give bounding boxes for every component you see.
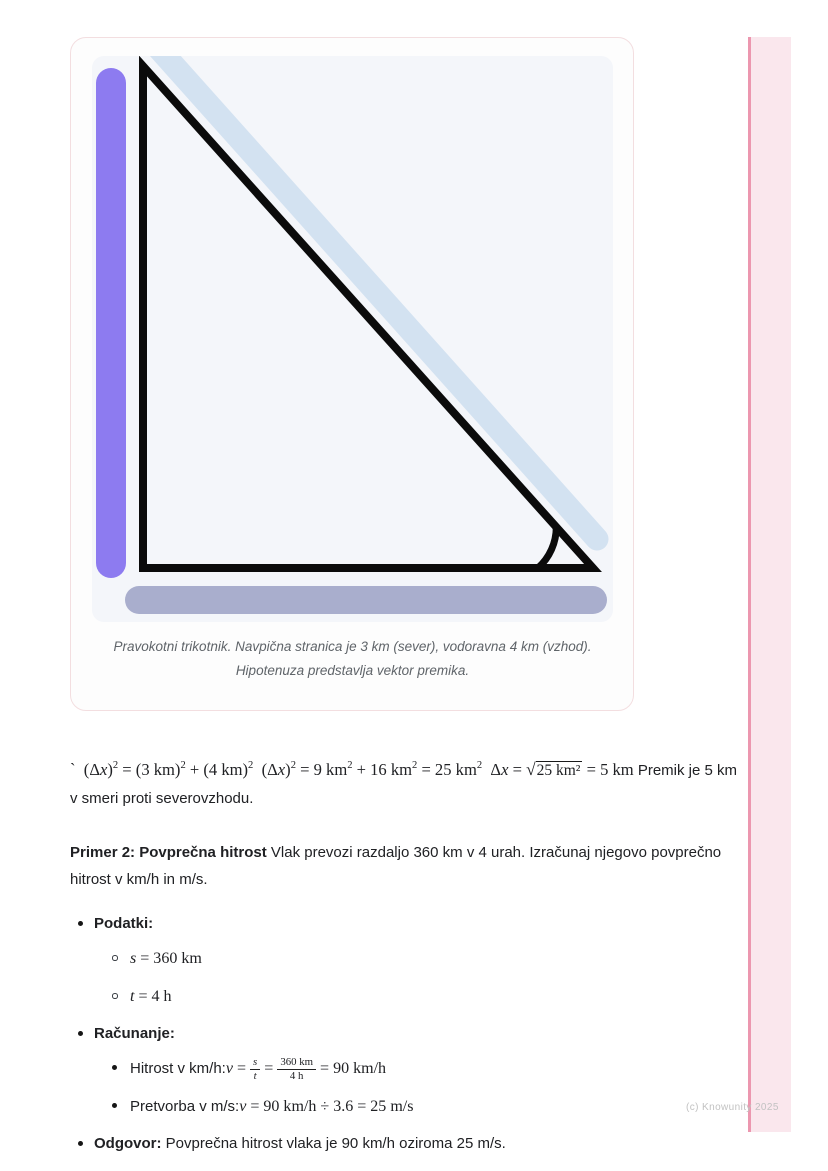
example-2-title: Primer 2: Povprečna hitrost: [70, 844, 267, 862]
odgovor-text: Povprečna hitrost vlaka je 90 km/h oziroma 25 m/s.: [161, 1135, 506, 1153]
racunanje-sublist: [94, 1047, 748, 1120]
copyright-watermark: (c) Knowunity 2025: [686, 1102, 779, 1113]
triangle-figure: [92, 56, 613, 622]
bullet-disc-icon: [78, 921, 83, 926]
solution-list: [70, 911, 748, 1157]
list-item-hitrost: [110, 1056, 748, 1082]
bullet-disc-icon: [78, 1141, 83, 1146]
racunanje-label: Računanje:: [94, 1025, 175, 1043]
figure-caption: Pravokotni trikotnik. Navpična stranica je 3 km (sever), vodoravna 4 km (vzhod). Hipotenuza predstavlja vektor premika.: [113, 639, 592, 678]
bullet-circle-icon: [112, 993, 118, 999]
podatki-sublist: [94, 937, 748, 1010]
podatki-label: Podatki:: [94, 915, 154, 933]
example-2-paragraph: [70, 839, 748, 893]
t-value: t = 4 h: [130, 988, 172, 1006]
odgovor-label: Odgovor:: [94, 1135, 162, 1153]
note-content: [70, 37, 748, 1168]
list-item-pretvorba: [110, 1094, 748, 1120]
list-item-s-value: [110, 946, 748, 972]
list-item-odgovor: [70, 1131, 748, 1157]
hitrost-equation: Hitrost v km/h:v = $\frac{s}{t}$ = $\frac{360 km}{4 h}$ = 90 km/h: [130, 1056, 387, 1082]
angle-arc: [538, 527, 556, 568]
example-2-text: Vlak prevozi razdaljo 360 km v 4 urah. Izračunaj njegovo povprečno hitrost v km/h in m/s.: [70, 844, 722, 889]
vertical-side-bar: [96, 68, 126, 578]
s-value: s = 360 km: [130, 950, 202, 968]
bullet-circle-icon: [112, 955, 118, 961]
bullet-disc-icon: [112, 1065, 117, 1070]
bullet-disc-icon: [112, 1103, 117, 1108]
list-item-racunanje: [70, 1021, 748, 1120]
solution-paragraph: ` $(\Delta x)^2 = (3$ km)$^2$ + (4 km)$^2$ $(\Delta x)^2 = 9$ $km^2 + 16$ $km^2 = 25$ $km^2$ Δx = √25 km² = 5 km Premik je 5 km v smeri proti severovzhodu.: [70, 759, 742, 808]
pretvorba-equation: Pretvorba v m/s:v = 90 km/h ÷ 3.6 = 25 m/s: [130, 1098, 414, 1116]
horizontal-side-bar: [125, 586, 607, 614]
list-item-podatki: [70, 911, 748, 1010]
hypotenuse-highlight-bar: [152, 56, 597, 539]
list-item-t-value: [110, 984, 748, 1010]
right-triangle-diagram: [92, 56, 613, 622]
figure-card: [70, 37, 634, 711]
triangle-outline: [143, 66, 593, 568]
bullet-disc-icon: [78, 1031, 83, 1036]
pink-highlight-bar: [748, 37, 791, 1132]
